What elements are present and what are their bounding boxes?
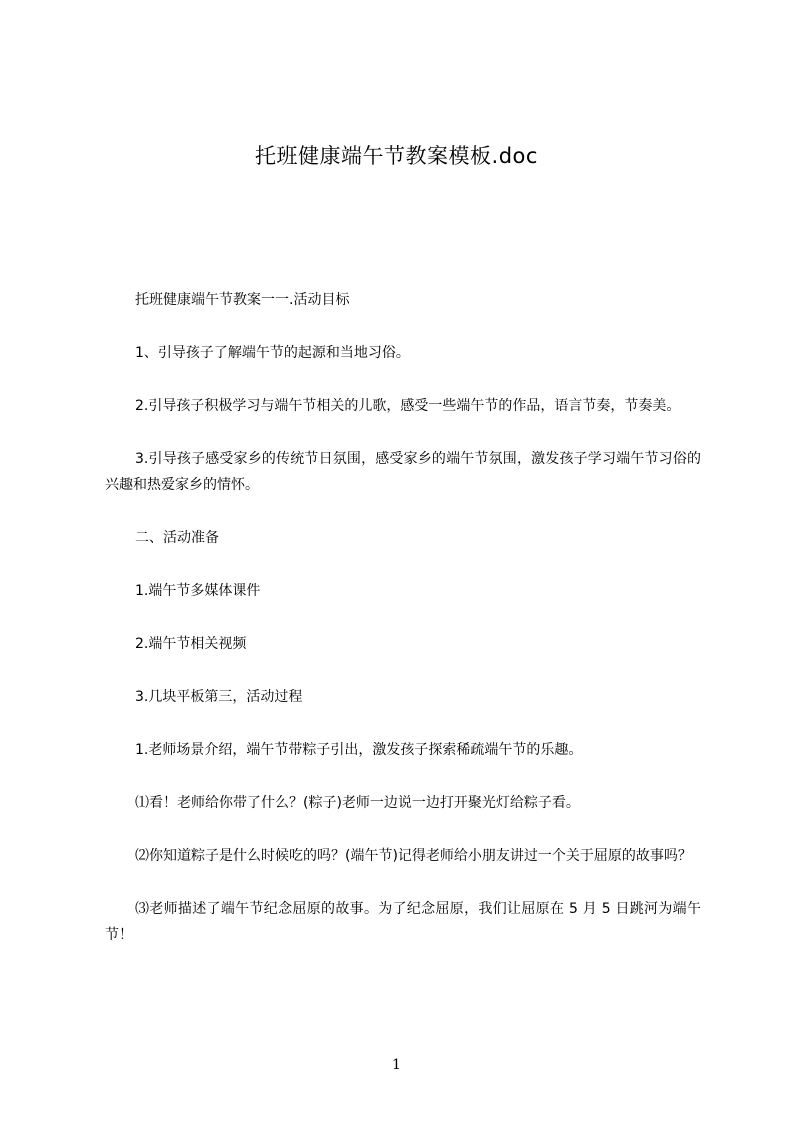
paragraph-preparation-2: 2.端午节相关视频 <box>135 636 247 652</box>
document-title: 托班健康端午节教案模板.doc <box>255 144 538 168</box>
paragraph-process-1-3: ⑶老师描述了端午节纪念屈原的故事。为了纪念屈原，我们让屈原在 5 月 5 日跳河为端午节！ <box>105 901 701 943</box>
paragraph-objective-1: 1、引导孩子了解端午节的起源和当地习俗。 <box>135 345 410 361</box>
paragraph-process-1: 1.老师场景介绍，端午节带粽子引出，激发孩子探索稀疏端午节的乐趣。 <box>135 742 583 758</box>
paragraph-objective-3: 3.引导孩子感受家乡的传统节日氛围，感受家乡的端午节氛围，激发孩子学习端午节习俗的兴趣和热爱家乡的情怀。 <box>105 451 701 493</box>
paragraph-preparation-3: 3.几块平板第三，活动过程 <box>135 689 303 705</box>
paragraph-objective-2: 2.引导孩子积极学习与端午节相关的儿歌，感受一些端午节的作品，语言节奏，节奏美。 <box>135 398 681 414</box>
page-number: 1 <box>392 1057 401 1073</box>
paragraph-preparation-1: 1.端午节多媒体课件 <box>135 583 261 599</box>
document-body <box>105 287 701 948</box>
paragraph-objectives-heading: 托班健康端午节教案一一.活动目标 <box>135 292 350 308</box>
paragraph-preparation-heading: 二、活动准备 <box>135 530 219 546</box>
paragraph-process-1-1: ⑴看！老师给你带了什么？(粽子)老师一边说一边打开聚光灯给粽子看。 <box>135 795 580 811</box>
paragraph-process-1-2: ⑵你知道粽子是什么时候吃的吗？(端午节)记得老师给小朋友讲过一个关于屈原的故事吗？ <box>135 848 692 864</box>
